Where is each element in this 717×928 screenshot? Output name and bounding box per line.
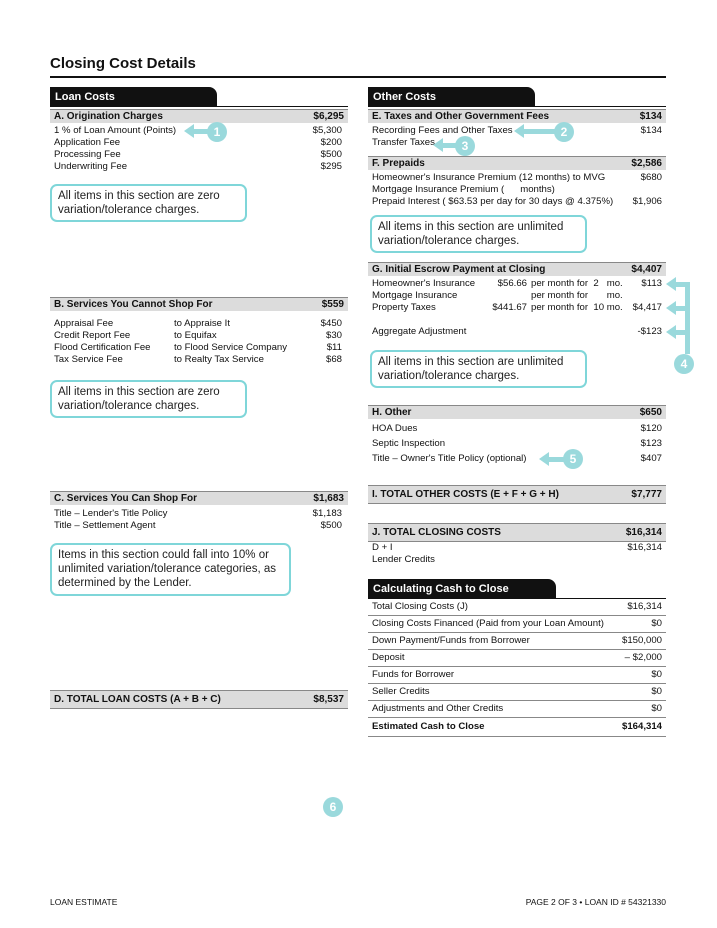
page-title: Closing Cost Details <box>50 55 196 72</box>
list-item: Processing Fee $500 <box>54 149 342 160</box>
list-item: Mortgage Insurance per month for mo. <box>372 290 623 301</box>
table-row: Total Closing Costs (J) $16,314 <box>368 599 666 616</box>
section-g-list <box>372 278 662 314</box>
other-costs-tab: Other Costs <box>368 87 535 106</box>
list-item: HOA Dues $120 <box>372 423 662 434</box>
section-c-callout: Items in this section could fall into 10% or unlimited variation/tolerance categories, as determined by the Lender. <box>50 543 291 596</box>
estimated-cash-row: Estimated Cash to Close $164,314 <box>368 718 666 737</box>
section-c-title: C. Services You Can Shop For <box>54 493 197 504</box>
list-item: Title – Settlement Agent $500 <box>54 520 342 531</box>
section-b-list <box>54 318 342 366</box>
list-item: Homeowner's Insurance Premium (12 months) to MVG $680 <box>372 172 662 183</box>
marker-6: 6 <box>323 797 343 817</box>
section-e-header: E. Taxes and Other Government Fees $134 <box>368 109 666 123</box>
marker-5: 5 <box>563 449 583 469</box>
marker-4: 4 <box>674 354 694 374</box>
total-other-costs: I. TOTAL OTHER COSTS (E + F + G + H) $7,777 <box>368 485 666 504</box>
table-row: Seller Credits $0 <box>368 684 666 701</box>
table-row: Down Payment/Funds from Borrower $150,000 <box>368 633 666 650</box>
section-b-header <box>50 297 348 311</box>
aggregate-adjustment: Aggregate Adjustment -$123 <box>372 326 662 337</box>
table-row: Closing Costs Financed (Paid from your Loan Amount) $0 <box>368 616 666 633</box>
marker-2-arrow <box>523 129 555 134</box>
list-item: Recording Fees and Other Taxes $134 <box>372 125 662 136</box>
loan-costs-rule <box>50 106 348 107</box>
table-row: Deposit – $2,000 <box>368 650 666 667</box>
section-a-title: A. Origination Charges <box>54 111 163 122</box>
section-b-callout: All items in this section are zero variation/tolerance charges. <box>50 380 247 418</box>
marker-5-arrow <box>548 457 564 462</box>
section-a-total: $6,295 <box>313 111 344 122</box>
section-j-list <box>372 542 662 566</box>
total-closing-costs: J. TOTAL CLOSING COSTS $16,314 <box>368 523 666 542</box>
list-item: Underwriting Fee $295 <box>54 161 342 172</box>
section-c-list <box>54 508 342 532</box>
table-row: Funds for Borrower $0 <box>368 667 666 684</box>
section-f-header: F. Prepaids $2,586 <box>368 156 666 170</box>
marker-4-bracket <box>685 282 690 354</box>
list-item: Application Fee $200 <box>54 137 342 148</box>
total-loan-costs: D. TOTAL LOAN COSTS (A + B + C) $8,537 <box>50 690 348 709</box>
section-g-callout: All items in this section are unlimited variation/tolerance charges. <box>370 350 587 388</box>
section-h-list <box>372 421 662 466</box>
list-item: Prepaid Interest ( $63.53 per day for 30 days @ 4.375%) $1,906 <box>372 196 662 207</box>
list-item: Septic Inspection $123 <box>372 438 662 449</box>
marker-3: 3 <box>455 136 475 156</box>
list-item: Flood Certification Fee to Flood Service Company $11 <box>54 342 342 353</box>
footer-right: PAGE 2 OF 3 • LOAN ID # 54321330 <box>525 897 666 907</box>
list-item: Property Taxes $441.67 per month for 10 mo. $4,417 <box>372 302 662 313</box>
list-item: Homeowner's Insurance $56.66 per month for 2 mo. $113 <box>372 278 662 289</box>
list-item: 1 % of Loan Amount (Points) $5,300 <box>54 125 342 136</box>
cash-to-close-tab: Calculating Cash to Close <box>368 579 556 598</box>
section-b-total: $559 <box>321 299 344 310</box>
section-a-callout: All items in this section are zero variation/tolerance charges. <box>50 184 247 222</box>
section-b-title: B. Services You Cannot Shop For <box>54 299 213 310</box>
list-item: Title – Lender's Title Policy $1,183 <box>54 508 342 519</box>
section-f-callout: All items in this section are unlimited variation/tolerance charges. <box>370 215 587 253</box>
other-costs-rule <box>368 106 666 107</box>
footer-left: LOAN ESTIMATE <box>50 897 118 907</box>
cash-to-close-table <box>368 599 666 737</box>
marker-1: 1 <box>207 122 227 142</box>
list-item: Appraisal Fee to Appraise It $450 <box>54 318 342 329</box>
section-g-header: G. Initial Escrow Payment at Closing $4,407 <box>368 262 666 276</box>
list-item: Tax Service Fee to Realty Tax Service $68 <box>54 354 342 365</box>
list-item: Transfer Taxes <box>372 137 435 148</box>
title-divider <box>50 76 666 78</box>
section-a-header <box>50 109 348 123</box>
table-row: Adjustments and Other Credits $0 <box>368 701 666 718</box>
list-item: Lender Credits <box>372 554 435 565</box>
list-item: Credit Report Fee to Equifax $30 <box>54 330 342 341</box>
section-c-total: $1,683 <box>313 493 344 504</box>
list-item: Mortgage Insurance Premium ( months) <box>372 184 555 195</box>
loan-costs-tab: Loan Costs <box>50 87 217 106</box>
list-item: D + I $16,314 <box>372 542 662 553</box>
section-f-list <box>372 172 662 208</box>
section-h-header: H. Other $650 <box>368 405 666 419</box>
marker-2: 2 <box>554 122 574 142</box>
list-item: Title – Owner's Title Policy (optional) $407 <box>372 453 662 464</box>
section-c-header <box>50 491 348 505</box>
